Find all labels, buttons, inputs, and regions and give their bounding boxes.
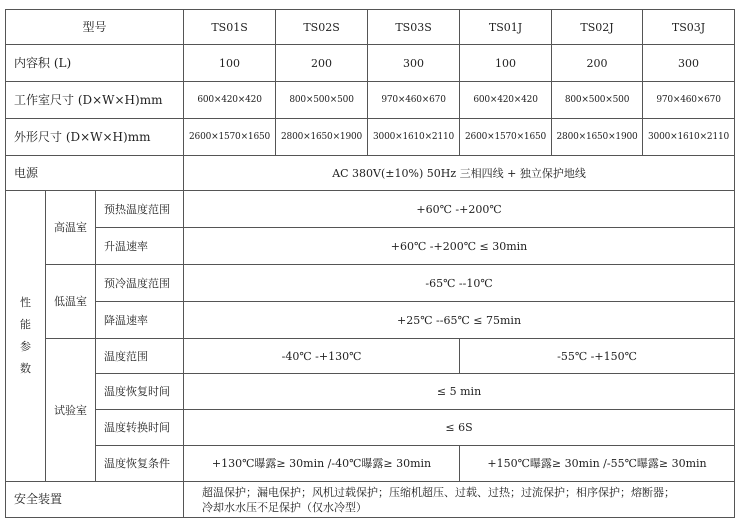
low-chamber-label: 低温室 [46,265,96,339]
recovery-cond-label: 温度恢复条件 [96,446,184,482]
outer-size-row [6,119,735,156]
capacity-value: 200 [276,45,368,82]
recovery-time-row [6,374,735,410]
safety-line: 超温保护；漏电保护；风机过载保护；压缩机超压、过载、过热；过流保护；相序保护；熔断器； [202,485,676,499]
test-chamber-label: 试验室 [46,339,96,482]
temp-range-row [6,339,735,374]
capacity-label: 内容积 (L) [6,45,184,82]
switch-time-row [6,410,735,446]
header-row [6,10,735,45]
heat-rate-row [6,228,735,265]
recovery-time-label: 温度恢复时间 [96,374,184,410]
capacity-value: 300 [643,45,735,82]
heat-rate-label: 升温速率 [96,228,184,265]
capacity-value: 100 [184,45,276,82]
heat-rate-value: +60℃ -+200℃ ≤ 30min [184,228,735,265]
outer-size-value: 2800×1650×1900 [552,119,643,156]
power-row [6,156,735,191]
recovery-cond-value-s: +130℃曝露≥ 30min /-40℃曝露≥ 30min [184,446,460,482]
work-size-value: 800×500×500 [552,82,643,119]
safety-label: 安全装置 [6,482,184,518]
cool-rate-label: 降温速率 [96,302,184,339]
precool-label: 预冷温度范围 [96,265,184,302]
performance-label [6,191,46,482]
work-size-value: 600×420×420 [460,82,552,119]
switch-time-label: 温度转换时间 [96,410,184,446]
preheat-row [6,191,735,228]
work-size-value: 800×500×500 [276,82,368,119]
outer-size-value: 3000×1610×2110 [368,119,460,156]
cool-rate-row [6,302,735,339]
capacity-value: 100 [460,45,552,82]
temp-range-value-s: -40℃ -+130℃ [184,339,460,374]
capacity-value: 200 [552,45,643,82]
safety-row [6,482,735,518]
outer-size-value: 2800×1650×1900 [276,119,368,156]
preheat-label: 预热温度范围 [96,191,184,228]
work-size-label: 工作室尺寸 (D×W×H)mm [6,82,184,119]
model-ts03s: TS03S [368,10,460,45]
spec-table [5,9,735,518]
cool-rate-value: +25℃ --65℃ ≤ 75min [184,302,735,339]
high-chamber-label: 高温室 [46,191,96,265]
work-size-row [6,82,735,119]
recovery-cond-row [6,446,735,482]
switch-time-value: ≤ 6S [184,410,735,446]
work-size-value: 970×460×670 [368,82,460,119]
preheat-value: +60℃ -+200℃ [184,191,735,228]
work-size-value: 970×460×670 [643,82,735,119]
work-size-value: 600×420×420 [184,82,276,119]
power-label: 电源 [6,156,184,191]
safety-line: 冷却水水压不足保护（仅水冷型） [202,500,368,514]
precool-value: -65℃ --10℃ [184,265,735,302]
temp-range-label: 温度范围 [96,339,184,374]
performance-char: 能 [20,318,31,331]
performance-char: 数 [20,362,31,375]
outer-size-label: 外形尺寸 (D×W×H)mm [6,119,184,156]
outer-size-value: 2600×1570×1650 [460,119,552,156]
model-ts01j: TS01J [460,10,552,45]
power-value: AC 380V(±10%) 50Hz 三相四线 + 独立保护地线 [184,156,735,191]
recovery-time-value: ≤ 5 min [184,374,735,410]
outer-size-value: 2600×1570×1650 [184,119,276,156]
capacity-row [6,45,735,82]
model-ts01s: TS01S [184,10,276,45]
model-ts02j: TS02J [552,10,643,45]
model-header-label: 型号 [6,10,184,45]
precool-row [6,265,735,302]
model-ts02s: TS02S [276,10,368,45]
outer-size-value: 3000×1610×2110 [643,119,735,156]
recovery-cond-value-j: +150℃曝露≥ 30min /-55℃曝露≥ 30min [460,446,735,482]
capacity-value: 300 [368,45,460,82]
safety-value [184,482,735,518]
performance-char: 参 [20,340,31,353]
model-ts03j: TS03J [643,10,735,45]
performance-char: 性 [20,296,31,309]
temp-range-value-j: -55℃ -+150℃ [460,339,735,374]
